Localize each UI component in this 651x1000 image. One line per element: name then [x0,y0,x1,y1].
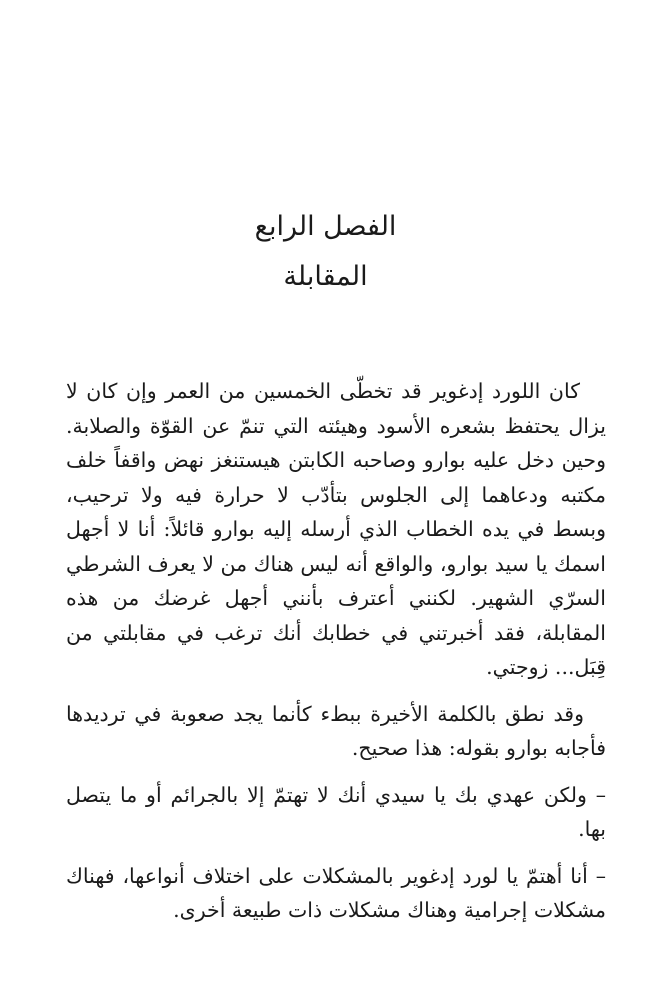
chapter-subtitle: المقابلة [283,261,368,292]
chapter-title: الفصل الرابع [254,211,397,242]
body-paragraph: كان اللورد إدغوير قد تخطّى الخمسين من العمر وإن كان لا يزال يحتفظ بشعره الأسود وهيئته التي تنمّ عن القوّة والصلابة. وحين دخل عليه بوارو وصاحبه الكابتن هيستنغز نهض واقفاً خلف مكتبه ودعاهما إلى الجلوس بتأدّب لا حرارة فيه ولا ترحيب، وبسط في يده الخطاب الذي أرسله إليه بوارو قائلاً: أنا لا أجهل اسمك يا سيد بوارو، والواقع أنه ليس هناك من لا يعرف الشرطي السرّي الشهير. لكنني أعترف بأنني أجهل غرضك من هذه المقابلة، فقد أخبرتني في خطابك أنك ترغب في مقابلتي من قِبَل... زوجتي. [66,379,606,679]
dialogue-paragraph: – ولكن عهدي بك يا سيدي أنك لا تهتمّ إلا بالجرائم أو ما يتصل بها. [66,782,606,841]
chapter-body [66,374,606,940]
chapter-header [0,202,651,302]
dialogue-paragraph: – أنا أهتمّ يا لورد إدغوير بالمشكلات على اختلاف أنواعها، فهناك مشكلات إجرامية وهناك مشكلات ذات طبيعة أخرى. [66,863,606,922]
body-paragraph: وقد نطق بالكلمة الأخيرة ببطء كأنما يجد صعوبة في ترديدها فأجابه بوارو بقوله: هذا صحيح. [66,701,606,760]
